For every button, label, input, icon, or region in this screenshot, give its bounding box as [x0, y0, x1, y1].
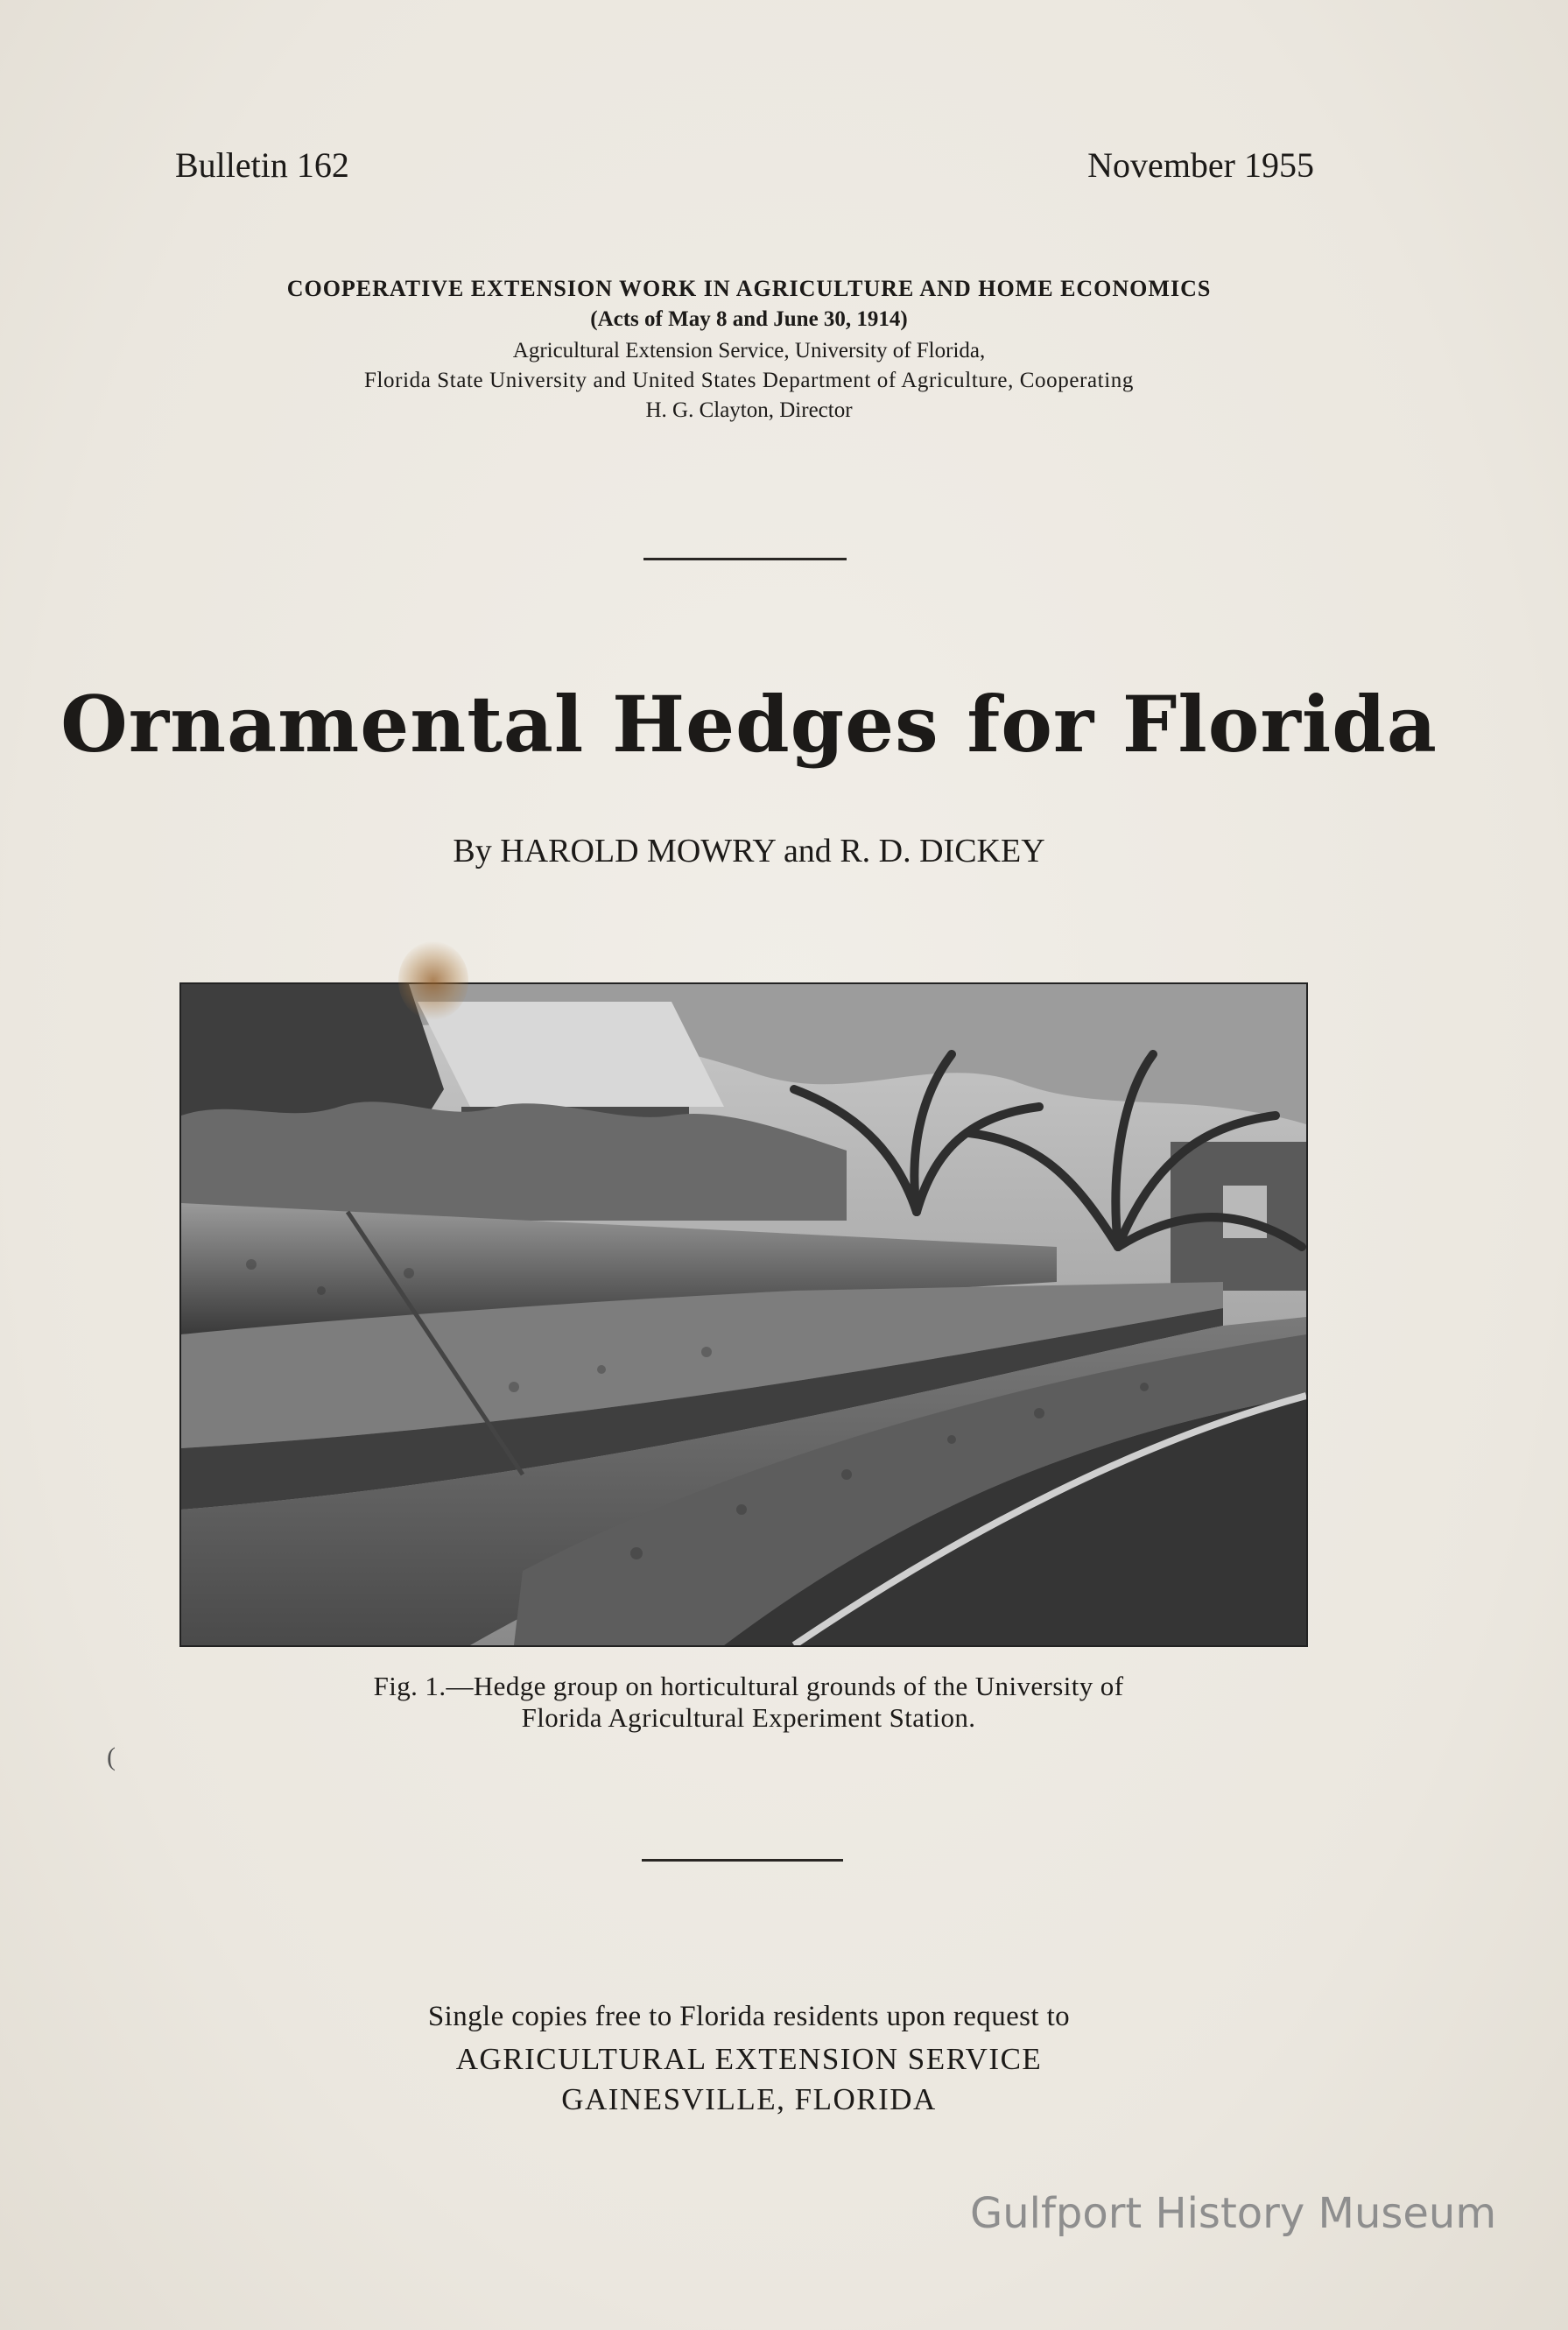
cooperating-line: Florida State University and United States Department of Agriculture, Cooperating: [364, 369, 1134, 392]
bulletin-number: Bulletin 162: [175, 145, 349, 185]
byline: [0, 832, 1498, 870]
byline-and: and: [783, 833, 832, 869]
cooperative-extension-block: [0, 276, 1498, 423]
cooperative-heading: COOPERATIVE EXTENSION WORK IN AGRICULTURE AND HOME ECONOMICS: [286, 276, 1212, 301]
author-mowry: HAROLD MOWRY: [500, 833, 776, 869]
author-dickey: R. D. DICKEY: [840, 833, 1045, 869]
ordering-note: Single copies free to Florida residents upon request to: [427, 2001, 1071, 2032]
service-line: Agricultural Extension Service, University of Florida,: [512, 339, 986, 363]
margin-mark: (: [107, 1742, 116, 1771]
hedge-photo-illustration: [181, 984, 1306, 1645]
caption-line-2: Florida Agricultural Experiment Station.: [521, 1701, 976, 1733]
water-stain: [398, 941, 468, 1020]
divider-bottom: [642, 1859, 843, 1862]
acts-line: (Acts of May 8 and June 30, 1914): [590, 307, 908, 331]
caption-line-1: Fig. 1.—Hedge group on horticultural grounds of the University of: [373, 1671, 1124, 1701]
museum-watermark: Gulfport History Museum: [970, 2189, 1497, 2238]
service-location: GAINESVILLE, FLORIDA: [561, 2082, 937, 2116]
divider-top: [643, 558, 847, 560]
service-name: AGRICULTURAL EXTENSION SERVICE: [455, 2042, 1043, 2076]
page-title: Ornamental Hedges for Florida: [60, 679, 1438, 770]
figure-caption: [184, 1671, 1313, 1733]
director-line: H. G. Clayton, Director: [645, 398, 853, 422]
publication-date: November 1955: [1087, 145, 1314, 185]
hedge-photograph: [179, 982, 1308, 1647]
ordering-info: [0, 2001, 1498, 2117]
byline-by: By: [453, 833, 492, 869]
